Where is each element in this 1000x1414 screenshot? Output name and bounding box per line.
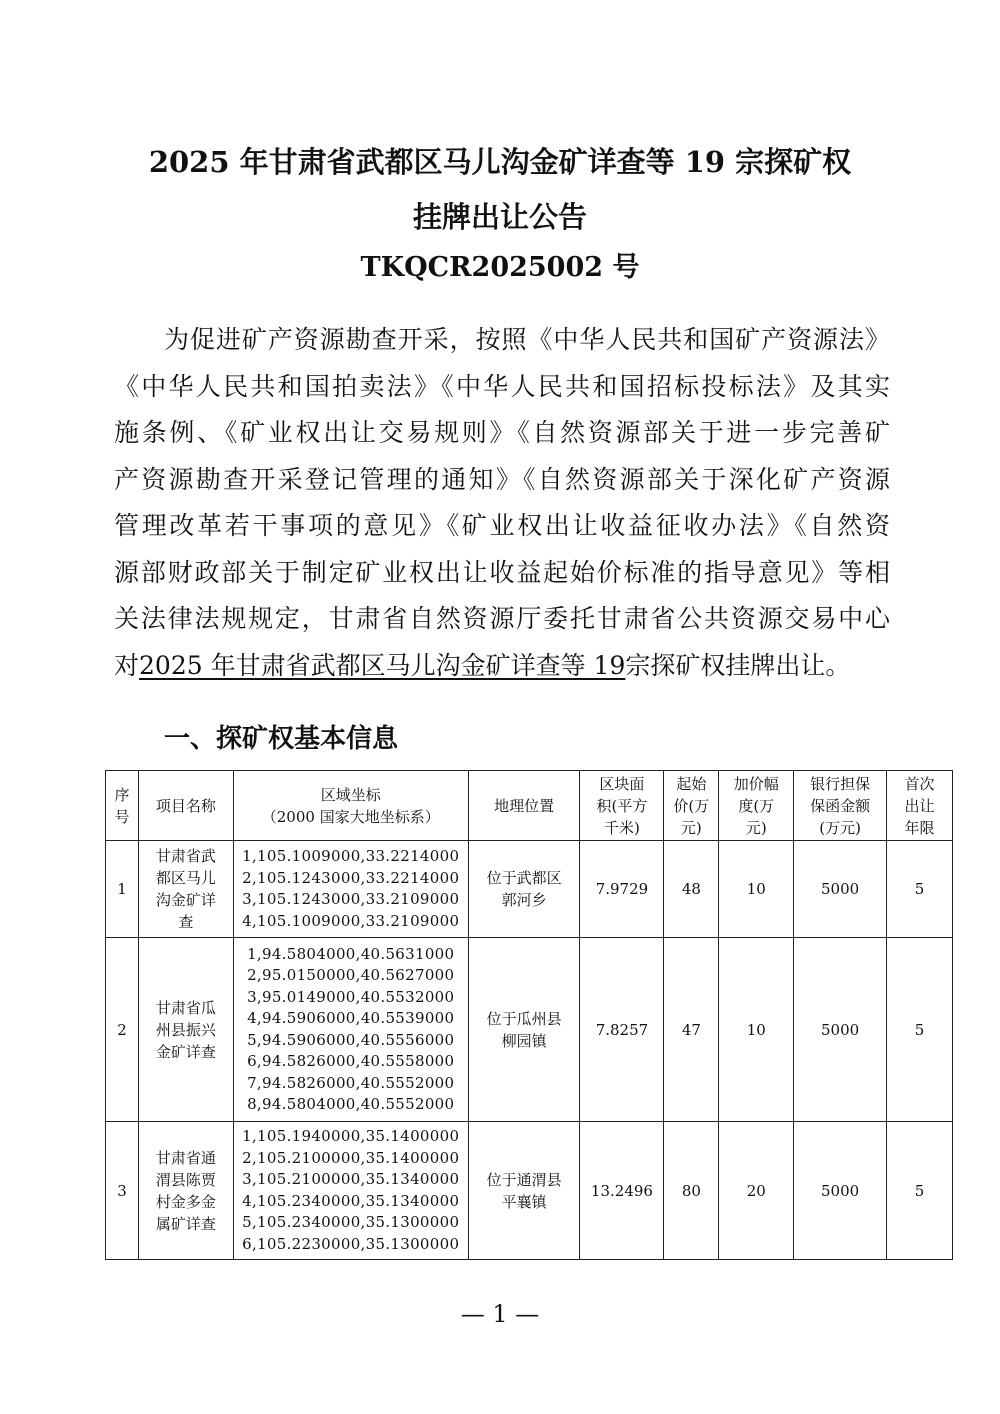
header-area	[580, 771, 664, 841]
table-row	[106, 1122, 953, 1260]
coord-line: 1,94.5804000,40.5631000	[247, 944, 455, 963]
coord-line: 5,94.5906000,40.5556000	[247, 1030, 455, 1049]
document-title-line2: 挂牌出让公告	[412, 200, 587, 234]
paragraph-line: 施条例、《矿业权出让交易规则》《自然资源部关于进一步完善矿	[114, 418, 890, 447]
header-text: （2000 国家大地坐标系）	[261, 807, 440, 826]
cell-text: 沟金矿详	[155, 891, 216, 909]
cell-term: 5	[887, 938, 953, 1122]
cell-text: 甘肃省武	[155, 847, 216, 865]
header-text: 首次	[904, 774, 935, 793]
coord-line: 6,105.2230000,35.1300000	[242, 1234, 460, 1253]
header-text: 序	[114, 785, 130, 804]
cell-guarantee: 5000	[794, 841, 887, 938]
header-text: 出让	[904, 796, 935, 815]
header-text: 年限	[904, 818, 935, 837]
header-name: 项目名称	[138, 771, 233, 841]
intro-paragraph	[114, 317, 890, 689]
cell-text: 甘肃省瓜	[155, 998, 216, 1017]
header-text: 加价幅	[733, 774, 779, 793]
paragraph-line: 为促进矿产资源勘查开采，按照《中华人民共和国矿产资源法》	[164, 325, 890, 354]
cell-area: 7.9729	[580, 841, 664, 938]
header-text: 元)	[745, 818, 767, 837]
cell-start-price: 80	[664, 1122, 719, 1260]
cell-term: 5	[887, 841, 953, 938]
cell-text: 查	[178, 913, 194, 931]
header-term	[887, 771, 953, 841]
underlined-project-name: 2025 年甘肃省武都区马儿沟金矿详查等 19	[139, 650, 626, 680]
header-text: 起始	[676, 774, 707, 793]
header-seq	[106, 771, 139, 841]
header-location: 地理位置	[468, 771, 580, 841]
cell-text: 金矿详查	[155, 1042, 216, 1061]
cell-text: 位于武都区	[486, 869, 562, 887]
cell-text: 州县振兴	[155, 1020, 216, 1039]
cell-start-price: 48	[664, 841, 719, 938]
coord-line: 4,105.1009000,33.2109000	[242, 911, 460, 930]
cell-coords	[233, 938, 468, 1122]
cell-name	[138, 1122, 233, 1260]
document-number: TKQCR2025002 号	[360, 252, 640, 283]
exploration-rights-table	[105, 770, 953, 1260]
coord-line: 6,94.5826000,40.5558000	[247, 1052, 455, 1070]
table-header-row	[106, 771, 953, 841]
coord-line: 3,105.1243000,33.2109000	[242, 890, 460, 908]
paragraph-text: 对	[114, 650, 140, 680]
header-coords	[233, 771, 468, 841]
header-text: 保函金额	[810, 796, 871, 815]
coord-line: 1,105.1940000,35.1400000	[242, 1127, 460, 1145]
table-row	[106, 938, 953, 1122]
cell-text: 平襄镇	[501, 1192, 547, 1211]
section-heading: 一、探矿权基本信息	[164, 724, 399, 754]
header-text: 银行担保	[810, 774, 871, 793]
cell-seq: 3	[106, 1122, 139, 1260]
coord-line: 2,105.1243000,33.2214000	[242, 868, 460, 887]
coord-line: 1,105.1009000,33.2214000	[242, 847, 460, 865]
cell-guarantee: 5000	[794, 938, 887, 1122]
cell-text: 都区马儿	[155, 869, 216, 887]
paragraph-text: 宗探矿权挂牌出让。	[625, 650, 851, 680]
paragraph-line: 管理改革若干事项的意见》《矿业权出让收益征收办法》《自然资	[114, 511, 890, 540]
coord-line: 4,94.5906000,40.5539000	[247, 1009, 455, 1027]
header-text: 价(万	[673, 796, 710, 815]
header-text: (万元)	[819, 818, 861, 837]
cell-text: 甘肃省通	[155, 1148, 216, 1167]
cell-increment: 10	[719, 841, 794, 938]
page-number: — 1 —	[460, 1300, 540, 1328]
paragraph-line: 源部财政部关于制定矿业权出让收益起始价标准的指导意见》等相	[114, 557, 890, 587]
header-text: 度(万	[738, 796, 775, 815]
paragraph-line: 《中华人民共和国拍卖法》《中华人民共和国招标投标法》及其实	[114, 371, 890, 401]
cell-location	[468, 841, 580, 938]
cell-text: 位于瓜州县	[486, 1009, 562, 1028]
header-increment	[719, 771, 794, 841]
cell-location	[468, 938, 580, 1122]
paragraph-line: 关法律法规规定，甘肃省自然资源厅委托甘肃省公共资源交易中心	[114, 604, 890, 633]
cell-increment: 10	[719, 938, 794, 1122]
cell-start-price: 47	[664, 938, 719, 1122]
paragraph-line: 产资源勘查开采登记管理的通知》《自然资源部关于深化矿产资源	[114, 464, 890, 494]
header-text: 千米)	[604, 818, 640, 837]
cell-text: 渭县陈贾	[155, 1170, 216, 1189]
coord-line: 3,95.0149000,40.5532000	[247, 987, 455, 1006]
coord-line: 3,105.2100000,35.1340000	[242, 1170, 460, 1188]
document-title-line1: 2025 年甘肃省武都区马儿沟金矿详查等 19 宗探矿权	[148, 145, 852, 179]
header-text: 积(平方	[596, 796, 648, 815]
cell-text: 郭河乡	[501, 891, 547, 909]
header-text: 元)	[680, 818, 702, 837]
cell-location	[468, 1122, 580, 1260]
header-guarantee	[794, 771, 887, 841]
coord-line: 2,105.2100000,35.1400000	[242, 1148, 460, 1167]
table-row	[106, 841, 953, 938]
cell-seq: 1	[106, 841, 139, 938]
cell-guarantee: 5000	[794, 1122, 887, 1260]
cell-text: 柳园镇	[501, 1031, 547, 1050]
cell-area: 7.8257	[580, 938, 664, 1122]
header-start-price	[664, 771, 719, 841]
paragraph-line	[114, 643, 890, 690]
header-text: 区块面	[599, 774, 645, 793]
header-text: 号	[114, 807, 130, 826]
coord-line: 2,95.0150000,40.5627000	[247, 966, 455, 984]
coord-line: 5,105.2340000,35.1300000	[242, 1213, 460, 1231]
cell-area: 13.2496	[580, 1122, 664, 1260]
coord-line: 4,105.2340000,35.1340000	[242, 1191, 460, 1210]
cell-text: 村金多金	[155, 1192, 216, 1211]
coord-line: 8,94.5804000,40.5552000	[247, 1095, 455, 1113]
cell-text: 位于通渭县	[486, 1170, 562, 1189]
cell-name	[138, 841, 233, 938]
cell-name	[138, 938, 233, 1122]
cell-increment: 20	[719, 1122, 794, 1260]
cell-coords	[233, 1122, 468, 1260]
header-text: 区域坐标	[320, 785, 381, 804]
cell-term: 5	[887, 1122, 953, 1260]
coord-line: 7,94.5826000,40.5552000	[247, 1073, 455, 1092]
cell-coords	[233, 841, 468, 938]
cell-seq: 2	[106, 938, 139, 1122]
cell-text: 属矿详查	[155, 1214, 216, 1233]
